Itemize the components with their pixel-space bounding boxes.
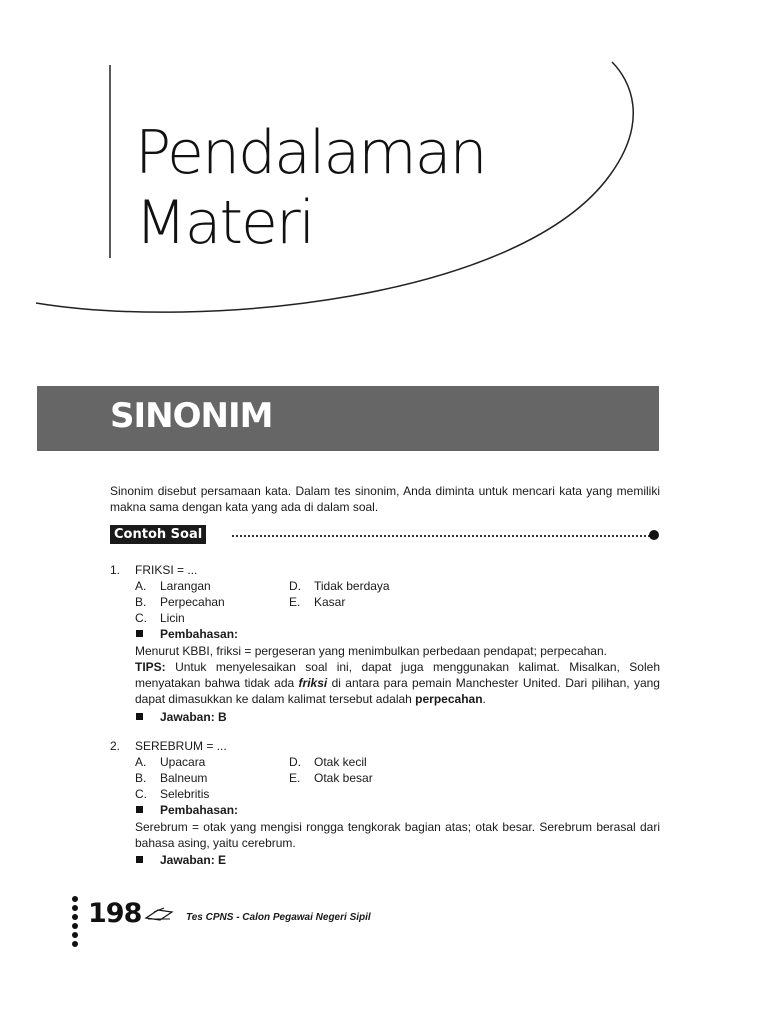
dotted-divider	[232, 535, 650, 537]
question-number: 1.	[110, 563, 121, 577]
footer-dot	[72, 923, 78, 929]
option-letter: B.	[135, 771, 147, 785]
option-text: Kasar	[314, 595, 346, 609]
pembahasan-label: Pembahasan:	[160, 627, 239, 641]
bullet-square-icon	[136, 856, 143, 863]
footer-book-title: Tes CPNS - Calon Pegawai Negeri Sipil	[186, 912, 371, 923]
option-letter: A.	[135, 755, 147, 769]
option-letter: C.	[135, 787, 147, 801]
jawaban-label: Jawaban: E	[160, 853, 227, 867]
section-banner	[37, 386, 659, 451]
jawaban-label: Jawaban: B	[160, 710, 227, 724]
footer-dots	[72, 896, 78, 950]
tips-label: TIPS:	[135, 660, 166, 674]
footer-dot	[72, 896, 78, 902]
pembahasan-label: Pembahasan:	[160, 803, 239, 817]
tips-text-part1: Untuk menyelesaikan soal ini, dapat juga menggunakan kalimat. Misalkan, Soleh menyatakan bahwa tidak ada	[135, 660, 660, 690]
bullet-square-icon	[136, 713, 143, 720]
option-letter: B.	[135, 595, 147, 609]
question-stem: FRIKSI = ...	[135, 563, 198, 577]
option-text: Larangan	[160, 579, 211, 593]
footer-dot	[72, 914, 78, 920]
pembahasan-definition: Menurut KBBI, friksi = pergeseran yang menimbulkan perbedaan pendapat; perpecahan.	[135, 644, 607, 658]
option-text: Otak kecil	[314, 755, 367, 769]
question-number: 2.	[110, 739, 121, 753]
tips-answer-word: perpecahan	[415, 692, 483, 706]
chapter-title	[135, 118, 486, 258]
option-letter: C.	[135, 611, 147, 625]
divider-end-dot	[649, 530, 659, 540]
intro-paragraph: Sinonim disebut persamaan kata. Dalam tes sinonim, Anda diminta untuk mencari kata yang memiliki makna sama dengan kata yang ada di dalam soal.	[110, 484, 660, 514]
footer-dot	[72, 932, 78, 938]
option-letter: E.	[289, 771, 301, 785]
question-stem: SEREBRUM = ...	[135, 739, 227, 753]
pembahasan-text: Serebrum = otak yang mengisi rongga tengkorak bagian atas; otak besar. Serebrum berasal dari bahasa asing, yaitu cerebrum.	[135, 820, 660, 850]
option-text: Selebritis	[160, 787, 210, 801]
option-text: Balneum	[160, 771, 208, 785]
option-letter: A.	[135, 579, 147, 593]
option-letter: D.	[289, 755, 301, 769]
option-letter: D.	[289, 579, 301, 593]
pembahasan-text	[135, 643, 660, 707]
pen-writing-icon	[144, 906, 176, 922]
bullet-square-icon	[136, 806, 143, 813]
option-text: Upacara	[160, 755, 206, 769]
contoh-soal-tag: Contoh Soal	[110, 525, 206, 544]
tips-emphasis: friksi	[298, 676, 328, 690]
footer-dot	[72, 941, 78, 947]
option-letter: E.	[289, 595, 301, 609]
page-number: 198	[88, 898, 142, 929]
chapter-title-line1: Pendalaman	[135, 118, 486, 188]
bullet-square-icon	[136, 630, 143, 637]
option-text: Otak besar	[314, 771, 373, 785]
option-text: Perpecahan	[160, 595, 225, 609]
option-text: Licin	[160, 611, 185, 625]
section-title: SINONIM	[110, 396, 273, 436]
footer-dot	[72, 905, 78, 911]
chapter-title-line2: Materi	[135, 188, 314, 258]
tips-text-part2: di antara para pemain Manchester United. Dari pilihan, yang dapat dimasukkan ke dalam kalimat tersebut adalah	[135, 676, 660, 706]
tips-end: .	[482, 692, 486, 706]
option-text: Tidak berdaya	[314, 579, 390, 593]
